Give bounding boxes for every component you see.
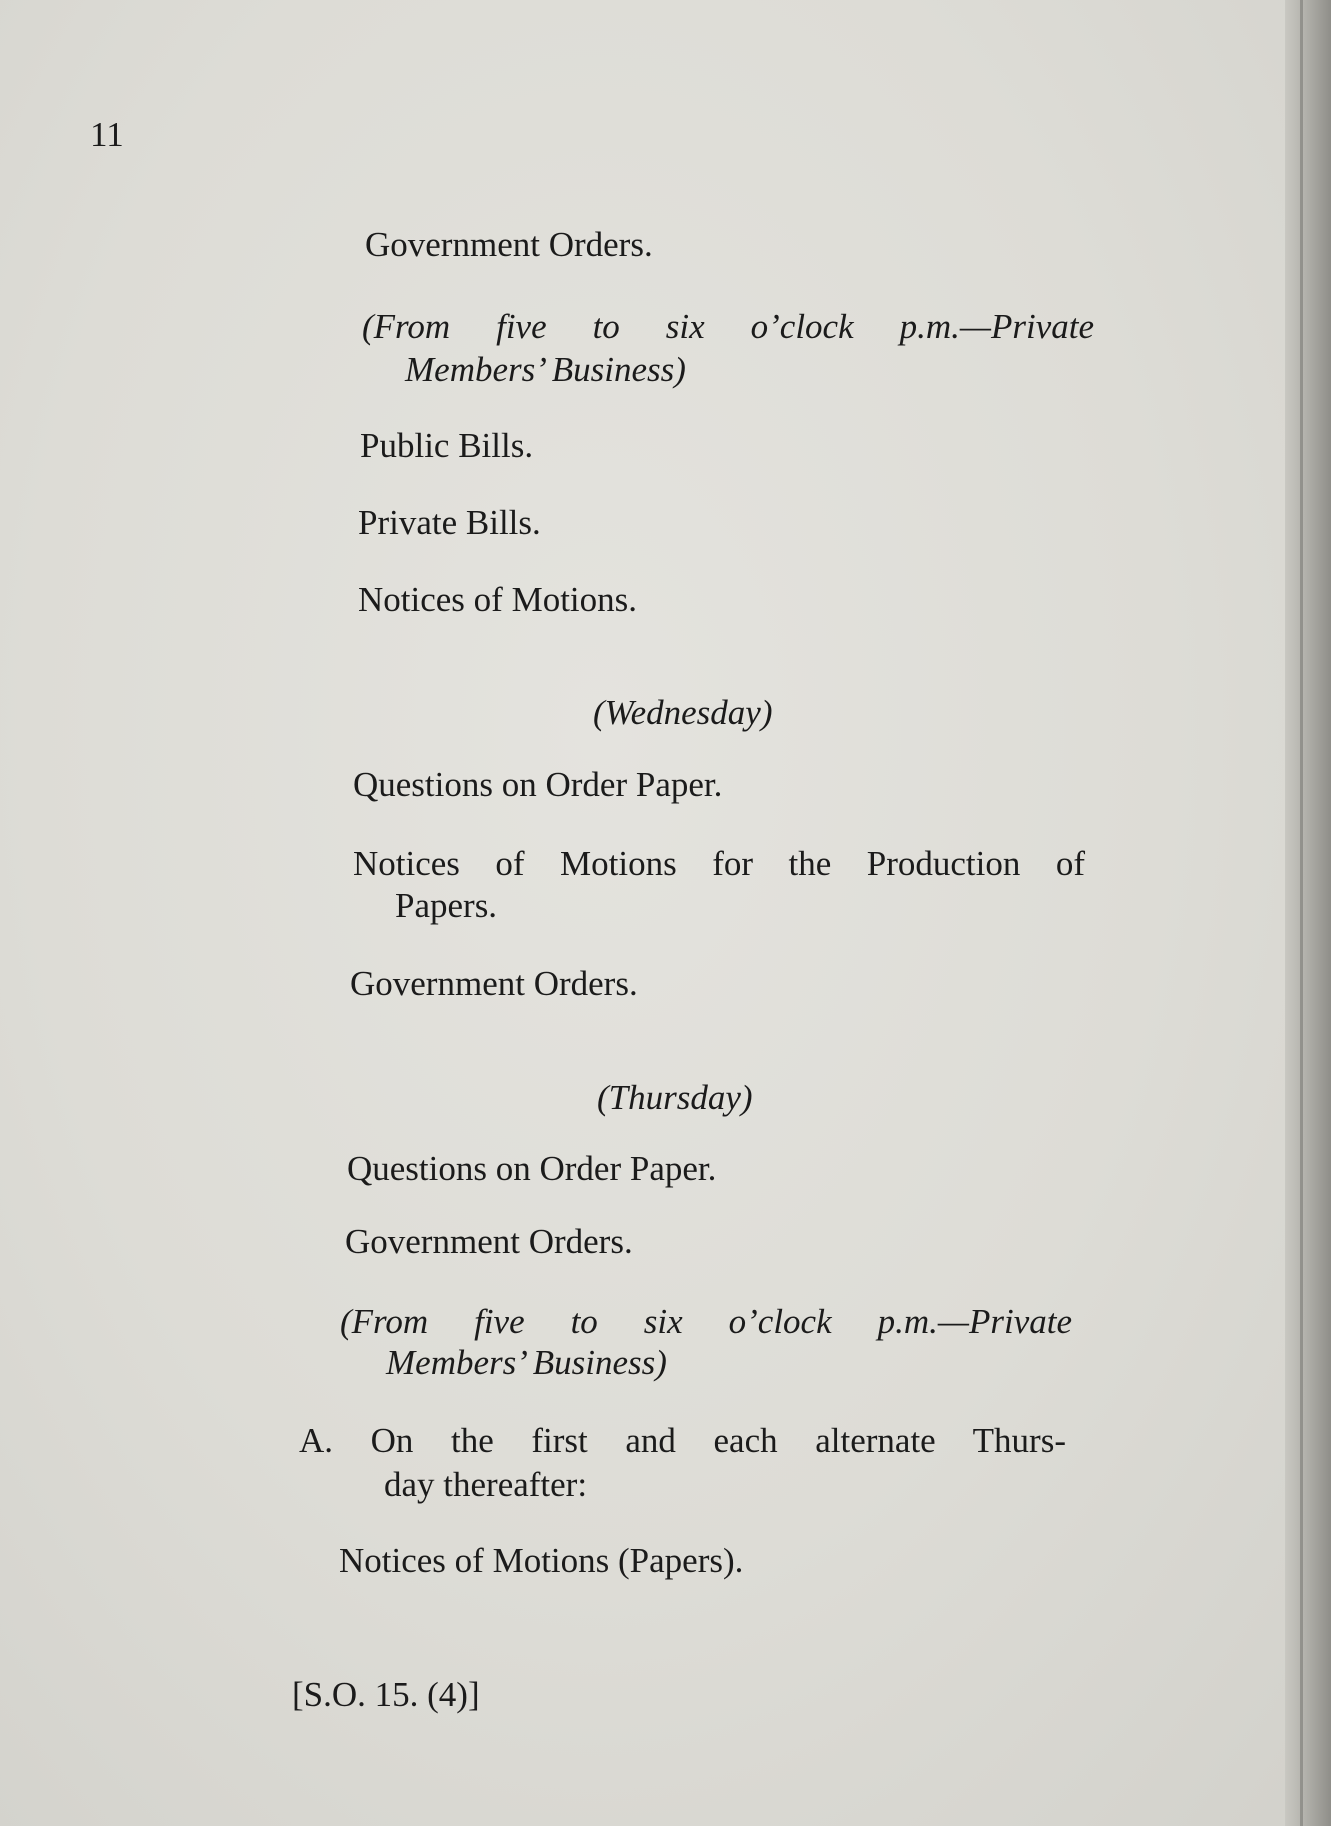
private-members-note-line-1: (From five to six o’clock p.m.—Private (340, 1302, 1072, 1341)
government-orders-line: Government Orders. (365, 225, 653, 264)
production-of-papers-line-1: Notices of Motions for the Production of (353, 844, 1085, 883)
private-members-note-line-2: Members’ Business) (386, 1343, 667, 1382)
standing-order-reference: [S.O. 15. (4)] (292, 1675, 480, 1714)
alternate-thursday-line-1: A. On the first and each alternate Thurs- (299, 1421, 1066, 1460)
wednesday-heading: (Wednesday) (593, 693, 773, 732)
questions-on-order-paper-line: Questions on Order Paper. (353, 765, 723, 804)
private-members-note-line-1: (From five to six o’clock p.m.—Private (362, 307, 1094, 346)
questions-on-order-paper-line: Questions on Order Paper. (347, 1149, 717, 1188)
private-bills-line: Private Bills. (358, 503, 541, 542)
page-gutter-shadow (1285, 0, 1331, 1826)
production-of-papers-line-2: Papers. (395, 886, 498, 925)
public-bills-line: Public Bills. (360, 426, 534, 465)
alternate-thursday-line-2: day thereafter: (384, 1465, 588, 1504)
page-number: 11 (90, 115, 124, 154)
government-orders-line: Government Orders. (350, 964, 638, 1003)
government-orders-line: Government Orders. (345, 1222, 633, 1261)
page-edge (1300, 0, 1303, 1826)
private-members-note-line-2: Members’ Business) (405, 350, 686, 389)
notices-of-motions-papers-line: Notices of Motions (Papers). (339, 1541, 744, 1580)
notices-of-motions-line: Notices of Motions. (358, 580, 638, 619)
thursday-heading: (Thursday) (597, 1078, 753, 1117)
